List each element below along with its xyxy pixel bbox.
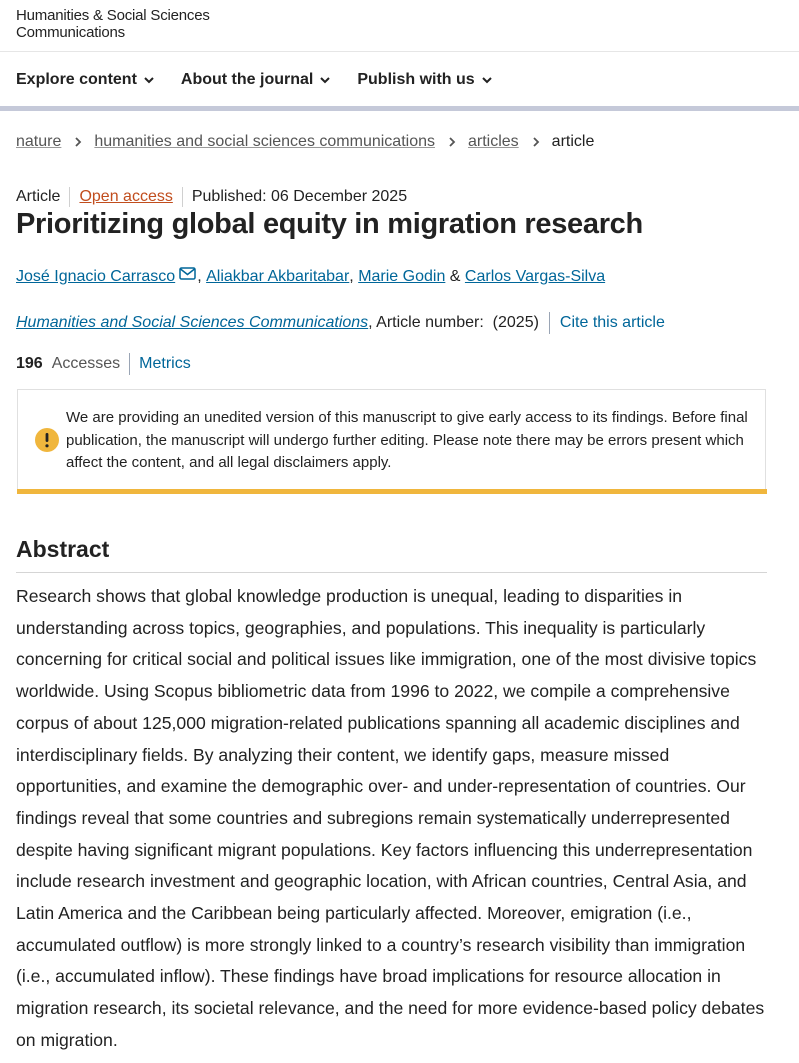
- nav-publish-with-us[interactable]: [357, 68, 492, 92]
- notice-accent-bar: [17, 489, 767, 494]
- article-meta: [16, 187, 407, 207]
- author-separator: ,: [349, 267, 354, 285]
- breadcrumb-current: article: [551, 133, 595, 150]
- chevron-right-icon: [73, 136, 83, 148]
- early-access-notice: [17, 389, 766, 489]
- nav-publish-with-us-label: Publish with us: [357, 71, 475, 88]
- chevron-down-icon: [481, 74, 493, 86]
- access-separator: [129, 353, 130, 375]
- nav-divider-bar: [0, 106, 799, 111]
- logo-line-2: Communications: [16, 24, 125, 41]
- chevron-right-icon: [447, 136, 457, 148]
- breadcrumb-nature[interactable]: nature: [16, 133, 62, 150]
- author-link[interactable]: Carlos Vargas-Silva: [464, 267, 606, 285]
- meta-separator: [69, 187, 70, 207]
- abstract-divider: [16, 572, 767, 573]
- header-divider: [0, 51, 799, 52]
- mail-icon[interactable]: [179, 267, 196, 280]
- cite-this-article-link[interactable]: Cite this article: [559, 314, 665, 331]
- nav-about-journal[interactable]: [181, 68, 331, 92]
- author-link[interactable]: Aliakbar Akbaritabar: [206, 267, 350, 285]
- author-link[interactable]: Marie Godin: [358, 267, 446, 285]
- chevron-down-icon: [319, 74, 331, 86]
- nav-explore-content[interactable]: [16, 68, 155, 92]
- metrics-link[interactable]: Metrics: [139, 355, 191, 372]
- nav-explore-content-label: Explore content: [16, 71, 137, 88]
- main-nav: [16, 68, 519, 92]
- breadcrumb-journal[interactable]: humanities and social sciences communications: [94, 133, 435, 150]
- author-link[interactable]: José Ignacio Carrasco: [16, 267, 176, 285]
- article-title: Prioritizing global equity in migration research: [16, 208, 643, 240]
- nav-about-journal-label: About the journal: [180, 71, 314, 88]
- open-access-link[interactable]: Open access: [79, 188, 173, 205]
- citation-separator: [549, 312, 550, 334]
- notice-text: We are providing an unedited version of this manuscript to give early access to its findings. Before final publication, the manuscript will undergo further editing. Please note there may be errors present which affect the content, and all legal disclaimers apply.: [66, 409, 748, 471]
- chevron-right-icon: [531, 136, 541, 148]
- warning-icon: [35, 428, 59, 452]
- logo-line-1: Humanities & Social Sciences: [16, 7, 210, 24]
- access-stats: [16, 353, 191, 375]
- published-date: Published: 06 December 2025: [191, 188, 408, 205]
- accesses-label: Accesses: [51, 355, 121, 372]
- citation-line: [16, 312, 665, 334]
- abstract-heading: Abstract: [16, 536, 110, 562]
- author-separator: ,: [197, 267, 202, 285]
- breadcrumb-articles[interactable]: articles: [467, 133, 519, 150]
- journal-link[interactable]: Humanities and Social Sciences Communications: [16, 314, 369, 331]
- breadcrumb: [16, 133, 594, 151]
- author-list: [16, 267, 605, 286]
- article-type: Article: [16, 188, 61, 205]
- author-ampersand: &: [449, 267, 461, 285]
- accesses-count: 196: [16, 355, 43, 372]
- chevron-down-icon: [143, 74, 155, 86]
- meta-separator: [182, 187, 183, 207]
- abstract-text: Research shows that global knowledge production is unequal, leading to disparities in understanding across topics, geographies, and populations. This inequality is particularly concerning for critical social and political issues like immigration, one of the most divisive topics worldwide. Using Scopus bibliometric data from 1996 to 2022, we compile a comprehensive corpus of about 125,000 migration-related publications spanning all academic disciplines and interdisciplinary fields. By analyzing their content, we identify gaps, measure missed opportunities, and examine the demographic over- and under-representation of countries. Our findings reveal that some countries and subregions remain systematically underrepresented despite having significant migrant populations. Key factors influencing this underrepresentation include research investment and geographic location, with African countries, Central Asia, and Latin America and the Caribbean being particularly affected. Moreover, emigration (i.e., accumulated outflow) is more strongly linked to a country’s research visibility than immigration (i.e., accumulated inflow). These findings have broad implications for resource allocation in migration research, its societal relevance, and the need for more evidence-based policy debates on migration.: [16, 586, 765, 1050]
- journal-logo[interactable]: [16, 7, 210, 41]
- article-number: , Article number: (2025): [368, 314, 539, 331]
